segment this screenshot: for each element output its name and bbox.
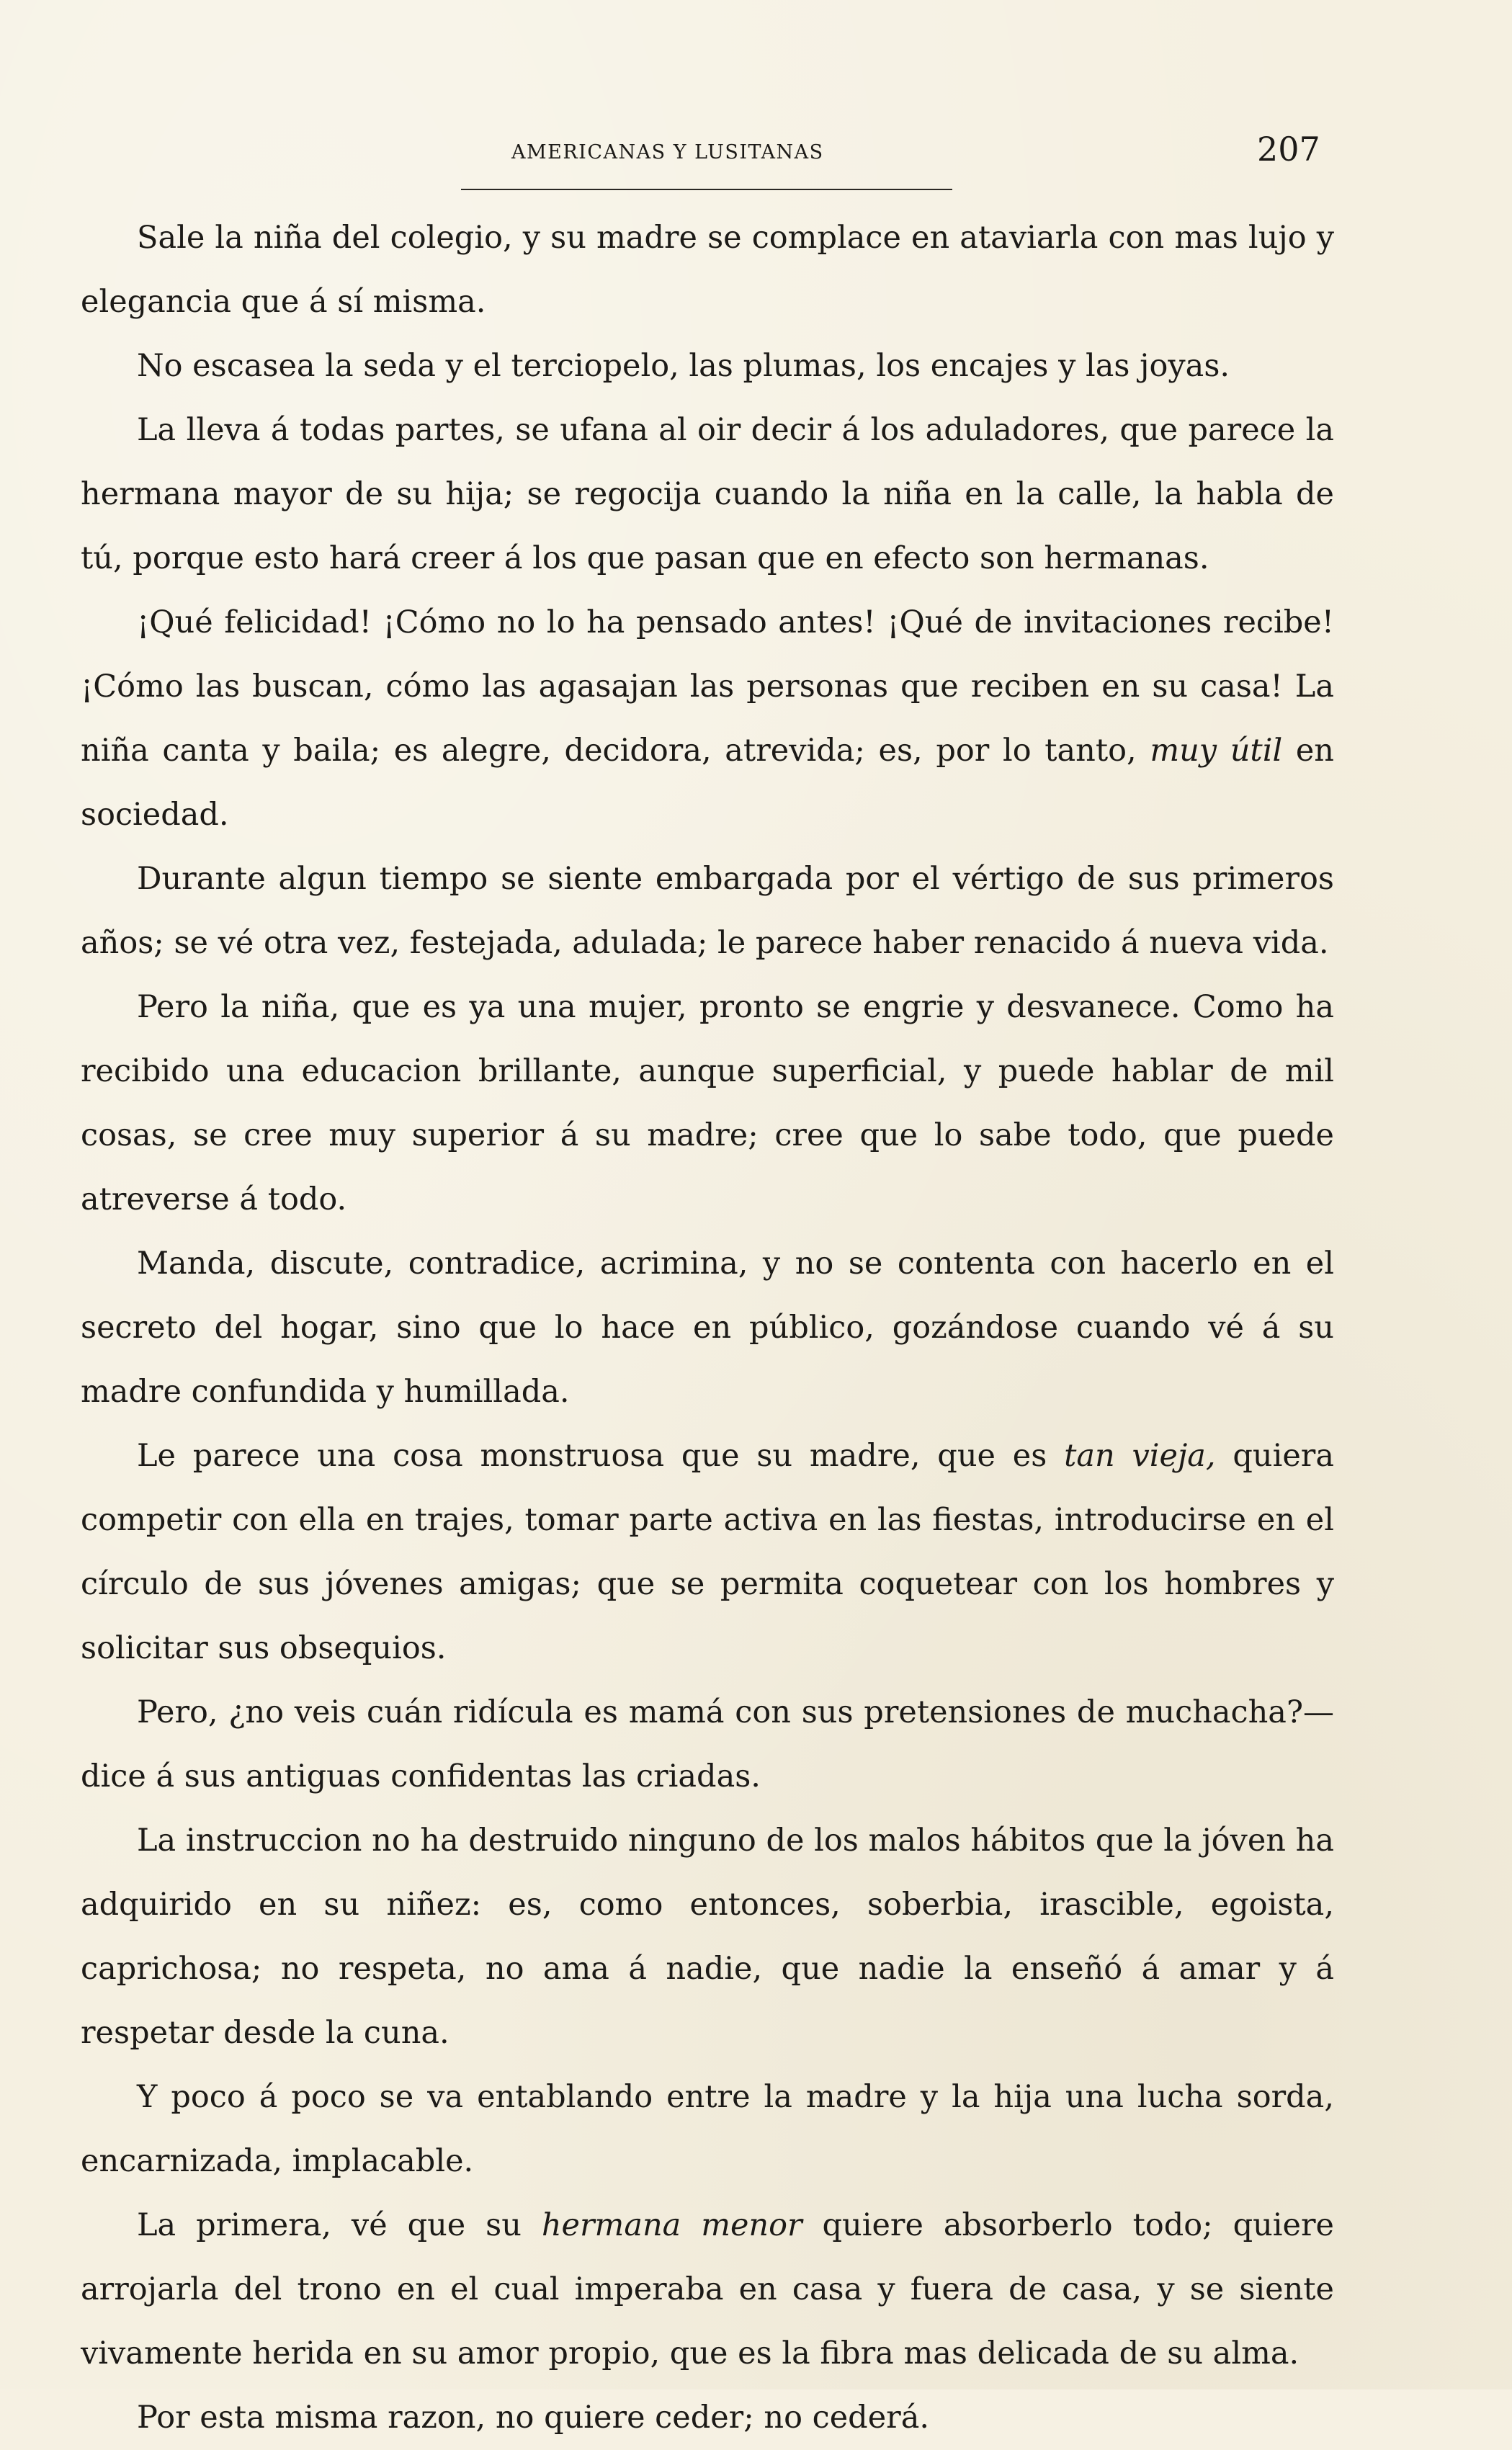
italic-run: tan vieja, xyxy=(1064,1438,1216,1474)
text-run: Manda, discute, contradice, acrimina, y no se contenta con hacerlo en el secreto del hogar, sino que lo hace en público, gozándose cuando vé á su madre confundida y humillada. xyxy=(81,1246,1334,1410)
text-run: La instruccion no ha destruido ninguno de los malos hábitos que la jóven ha adquirido en su niñez: es, como entonces, soberbia, irascible, egoista, caprichosa; no respeta, no ama á nadie, que nadie la enseñó á amar y á respetar desde la cuna. xyxy=(81,1823,1334,2051)
paragraph xyxy=(81,591,1334,847)
text-run: quiera competir con ella en trajes, tomar parte activa en las fiestas, introducirse en el círculo de sus jóvenes amigas; que se permita coquetear con los hombres y solicitar sus obsequios. xyxy=(81,1438,1334,1666)
paragraph xyxy=(81,1681,1334,1809)
paragraph xyxy=(81,1424,1334,1681)
text-run: La lleva á todas partes, se ufana al oir decir á los aduladores, que parece la hermana mayor de su hija; se regocija cuando la niña en la calle, la habla de tú, porque esto hará creer á los que pasan que en efecto son hermanas. xyxy=(81,412,1334,576)
text-run: Por esta misma razon, no quiere ceder; no cederá. xyxy=(137,2400,930,2436)
paragraph xyxy=(81,2194,1334,2386)
text-run: Y poco á poco se va entablando entre la madre y la hija una lucha sorda, encarnizada, implacable. xyxy=(81,2079,1334,2179)
body-text xyxy=(81,206,1334,2450)
paragraph xyxy=(81,975,1334,1232)
paragraph xyxy=(81,847,1334,975)
text-run: Pero la niña, que es ya una mujer, pronto se engrie y desvanece. Como ha recibido una educacion brillante, aunque superficial, y puede hablar de mil cosas, se cree muy superior á su madre; cree que lo sabe todo, que puede atreverse á todo. xyxy=(81,989,1334,1217)
paragraph xyxy=(81,2065,1334,2194)
text-run: La primera, vé que su xyxy=(137,2207,542,2243)
text-run: en sociedad. xyxy=(81,733,1334,833)
running-title: AMERICANAS Y LUSITANAS xyxy=(511,141,824,164)
paragraph xyxy=(81,1809,1334,2065)
italic-run: muy útil xyxy=(1150,733,1283,769)
text-run: quiere absorberlo todo; quiere arrojarla del trono en el cual imperaba en casa y fuera de casa, y se siente vivamente herida en su amor propio, que es la fibra mas delicada de su alma. xyxy=(81,2207,1334,2371)
italic-run: hermana menor xyxy=(541,2207,802,2243)
paragraph xyxy=(81,206,1334,334)
text-run: Le parece una cosa monstruosa que su madre, que es xyxy=(137,1438,1065,1474)
header-rule xyxy=(461,189,952,190)
text-run: Pero, ¿no veis cuán ridícula es mamá con sus pretensiones de muchacha?—dice á sus antiguas confidentas las criadas. xyxy=(81,1694,1334,1794)
text-run: No escasea la seda y el terciopelo, las plumas, los encajes y las joyas. xyxy=(137,348,1230,384)
paragraph xyxy=(81,398,1334,591)
text-run: Sale la niña del colegio, y su madre se complace en ataviarla con mas lujo y elegancia que á sí misma. xyxy=(81,220,1334,320)
text-run: Durante algun tiempo se siente embargada por el vértigo de sus primeros años; se vé otra vez, festejada, adulada; le parece haber renacido á nueva vida. xyxy=(81,861,1334,961)
text-run: ¡Qué felicidad! ¡Cómo no lo ha pensado antes! ¡Qué de invitaciones recibe! ¡Cómo las buscan, cómo las agasajan las personas que reciben en su casa! La niña canta y baila; es alegre, decidora, atrevida; es, por lo tanto, xyxy=(81,604,1334,769)
paragraph xyxy=(81,2386,1334,2450)
page-number: 207 xyxy=(1257,130,1320,169)
paragraph xyxy=(81,1232,1334,1424)
paragraph xyxy=(81,334,1334,398)
